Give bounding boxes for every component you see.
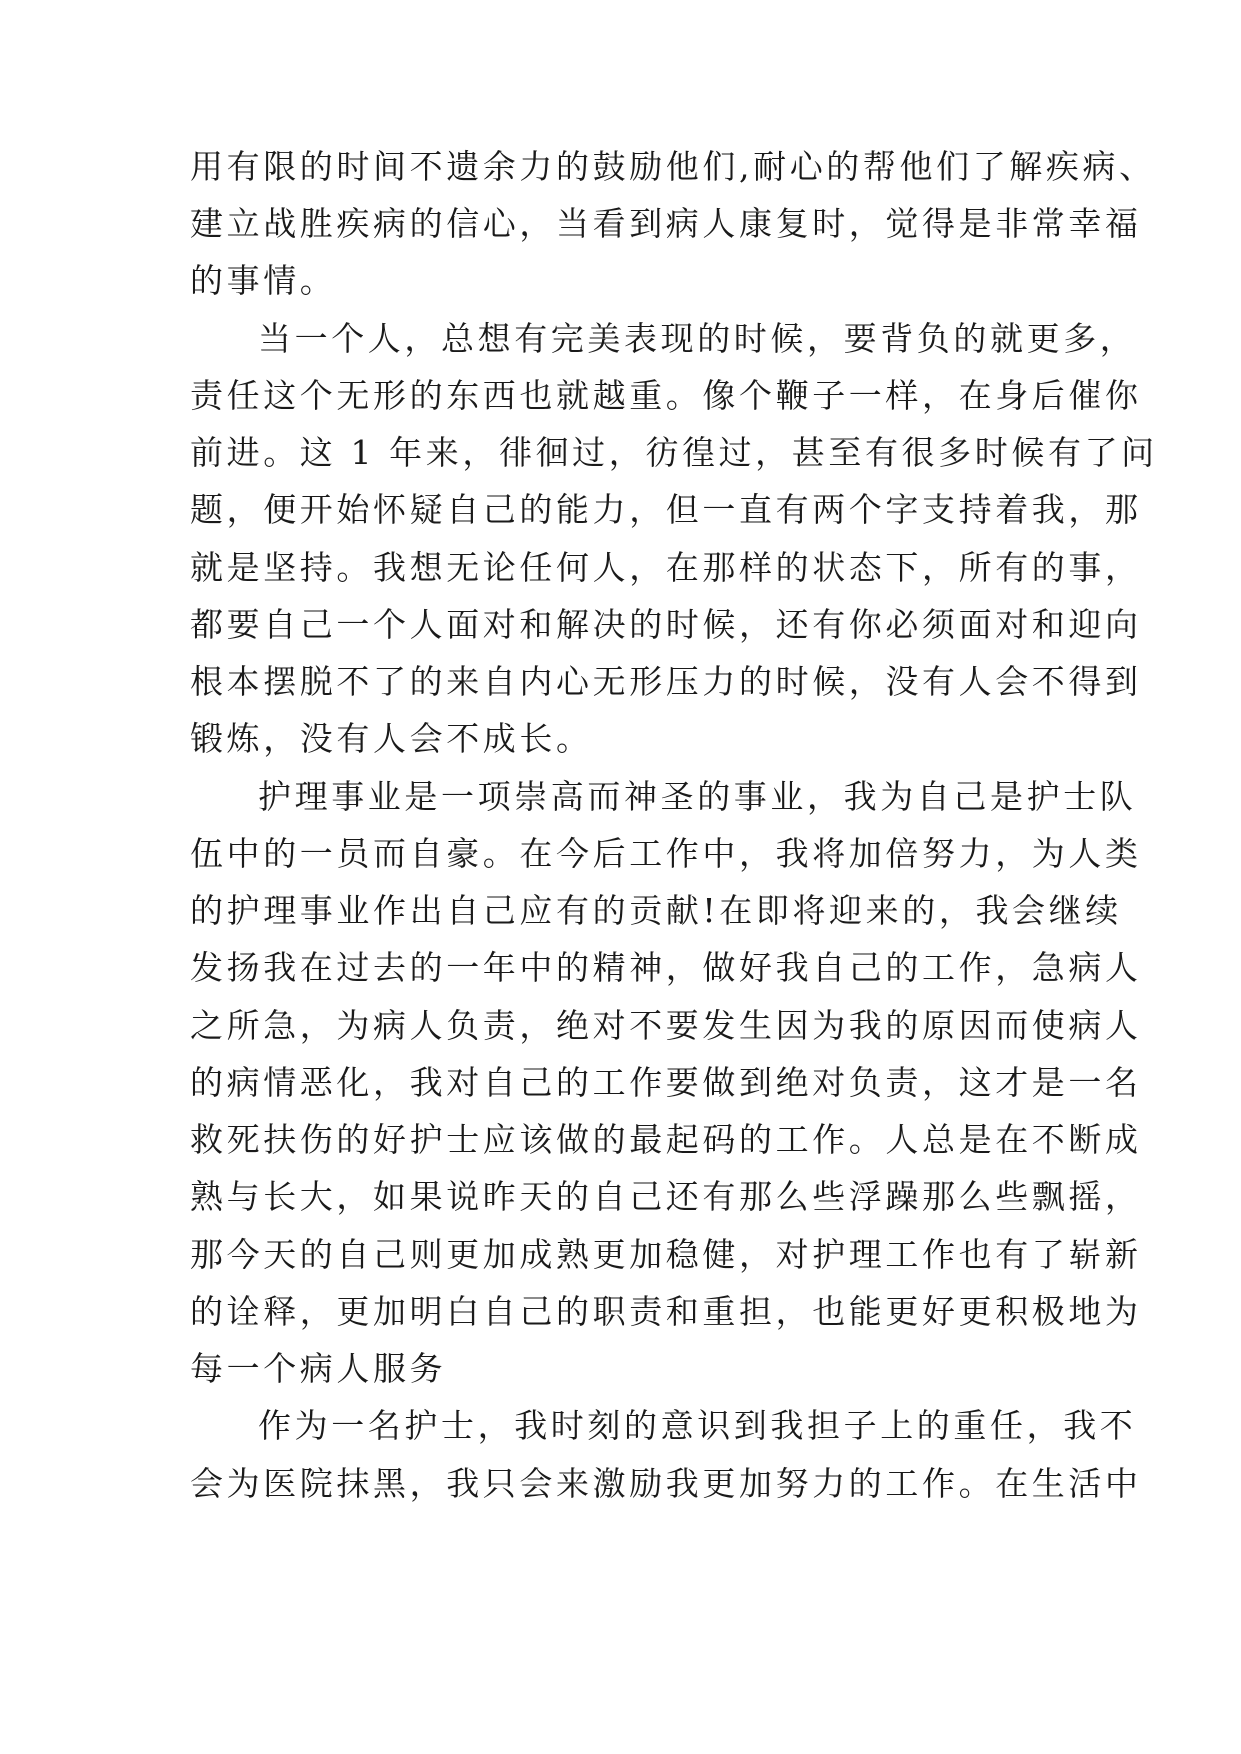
text-line: 那今天的自己则更加成熟更加稳健，对护理工作也有了崭新	[190, 1235, 1142, 1274]
paragraph-first-line: 作为一名护士，我时刻的意识到我担子上的重任，我不	[258, 1406, 1137, 1445]
text-line: 用有限的时间不遗余力的鼓励他们,耐心的帮他们了解疾病、	[190, 147, 1156, 186]
text-line: 会为医院抹黑，我只会来激励我更加努力的工作。在生活中	[190, 1464, 1142, 1503]
text-line: 根本摆脱不了的来自内心无形压力的时候，没有人会不得到	[190, 662, 1142, 701]
text-line: 建立战胜疾病的信心，当看到病人康复时，觉得是非常幸福	[190, 204, 1142, 243]
text-line: 伍中的一员而自豪。在今后工作中，我将加倍努力，为人类	[190, 834, 1142, 873]
text-line: 熟与长大，如果说昨天的自己还有那么些浮躁那么些飘摇，	[190, 1177, 1142, 1216]
text-line: 前进。这 1 年来，徘徊过，彷徨过，甚至有很多时候有了问	[190, 433, 1158, 472]
text-line: 的病情恶化，我对自己的工作要做到绝对负责，这才是一名	[190, 1063, 1142, 1102]
text-line: 每一个病人服务	[190, 1349, 447, 1388]
paragraph-first-line: 护理事业是一项崇高而神圣的事业，我为自己是护士队	[258, 777, 1137, 816]
paragraph-first-line: 当一个人，总想有完美表现的时候，要背负的就更多，	[258, 319, 1137, 358]
text-line: 责任这个无形的东西也就越重。像个鞭子一样，在身后催你	[190, 376, 1142, 415]
text-line: 题，便开始怀疑自己的能力，但一直有两个字支持着我，那	[190, 490, 1142, 529]
text-line: 之所急，为病人负责，绝对不要发生因为我的原因而使病人	[190, 1006, 1142, 1045]
text-line: 就是坚持。我想无论任何人，在那样的状态下，所有的事，	[190, 548, 1142, 587]
text-line: 的诠释，更加明白自己的职责和重担，也能更好更积极地为	[190, 1292, 1142, 1331]
text-line: 的事情。	[190, 261, 337, 300]
text-line: 都要自己一个人面对和解决的时候，还有你必须面对和迎向	[190, 605, 1142, 644]
text-line: 发扬我在过去的一年中的精神，做好我自己的工作，急病人	[190, 948, 1142, 987]
text-line: 锻炼，没有人会不成长。	[190, 719, 593, 758]
text-line: 的护理事业作出自己应有的贡献!在即将迎来的，我会继续	[190, 891, 1122, 930]
text-line: 救死扶伤的好护士应该做的最起码的工作。人总是在不断成	[190, 1120, 1142, 1159]
